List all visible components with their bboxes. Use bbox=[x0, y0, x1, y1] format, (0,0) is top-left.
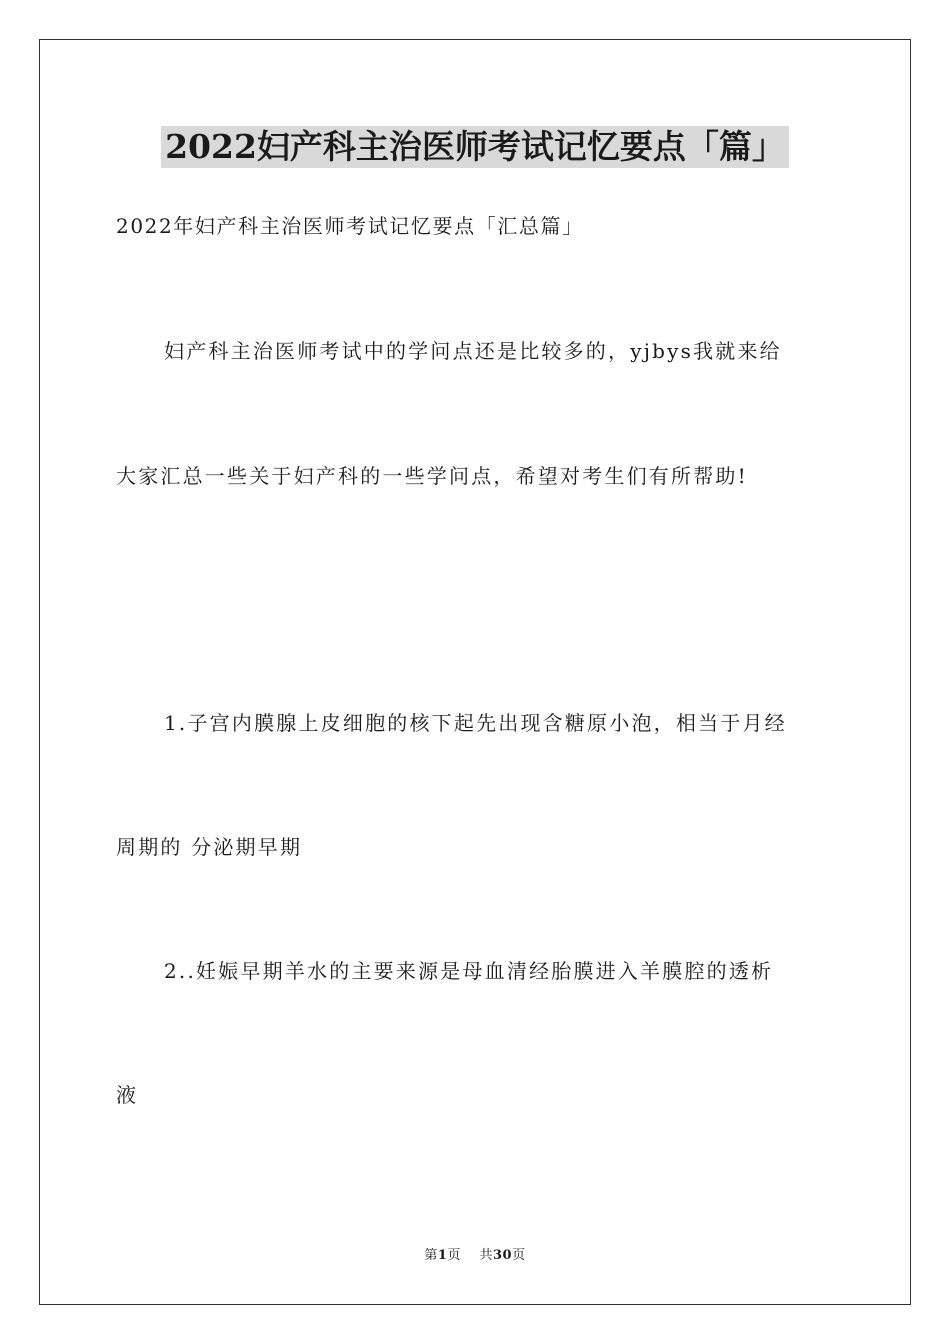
paragraph-line-5: 2..妊娠早期羊水的主要来源是母血清经胎膜进入羊膜腔的透析 bbox=[164, 959, 774, 983]
paragraph-line-3: 1.子宫内膜腺上皮细胞的核下起先出现含糖原小泡，相当于月经 bbox=[164, 711, 787, 735]
footer-page-unit: 页 bbox=[447, 1248, 461, 1263]
paragraph-line-1: 妇产科主治医师考试中的学问点还是比较多的，yjbys我就来给 bbox=[164, 339, 782, 363]
footer-page-current: 1 bbox=[437, 1248, 448, 1263]
paragraph-line-2: 大家汇总一些关于妇产科的一些学问点，希望对考生们有所帮助! bbox=[116, 464, 748, 488]
document-subtitle: 2022年妇产科主治医师考试记忆要点「汇总篇」 bbox=[116, 214, 584, 238]
footer-total-unit: 页 bbox=[512, 1248, 526, 1263]
footer-page-total: 30 bbox=[493, 1248, 513, 1263]
page-footer bbox=[0, 1247, 950, 1265]
footer-total-prefix: 共 bbox=[479, 1248, 493, 1263]
title-container bbox=[0, 126, 950, 168]
document-title: 2022妇产科主治医师考试记忆要点「篇」 bbox=[161, 126, 789, 168]
paragraph-line-6: 液 bbox=[116, 1083, 139, 1107]
footer-page-prefix: 第 bbox=[424, 1248, 438, 1263]
paragraph-line-4: 周期的 分泌期早期 bbox=[116, 835, 303, 859]
